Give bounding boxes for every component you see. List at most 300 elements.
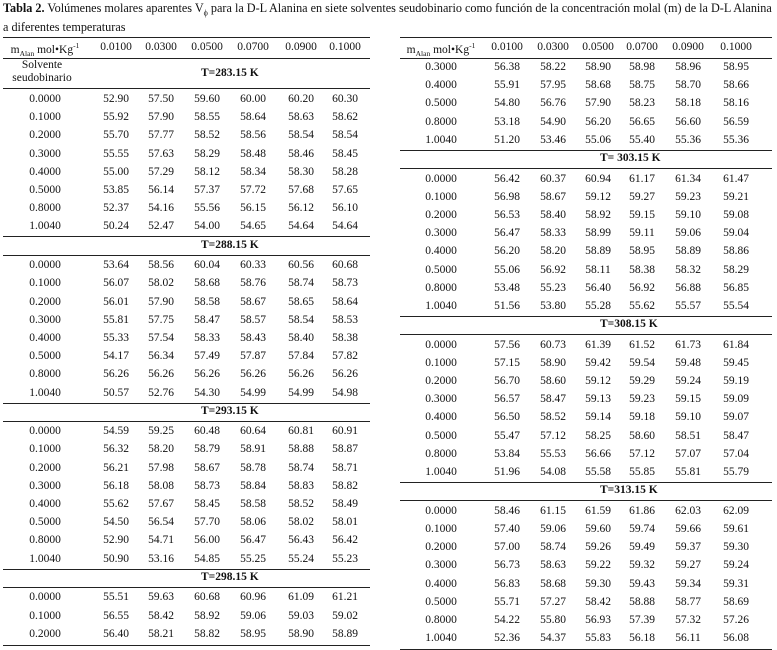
value-cell: 58.56 <box>148 259 174 272</box>
table-caption <box>3 1 773 35</box>
value-cell: 55.25 <box>240 552 266 565</box>
value-cell: 55.62 <box>103 498 129 510</box>
value-cell: 56.07 <box>103 277 129 290</box>
value-cell: 61.52 <box>629 338 655 351</box>
value-cell: 56.26 <box>240 368 266 381</box>
table-row <box>400 171 772 189</box>
value-cell: 55.23 <box>332 552 358 565</box>
solvent-cell: 0.1000 <box>29 609 61 622</box>
value-cell: 54.59 <box>103 425 129 438</box>
solvent-cell: 0.5000 <box>425 595 457 608</box>
value-cell: 61.21 <box>332 591 358 604</box>
value-cell: 59.15 <box>629 208 655 221</box>
table-row <box>400 77 772 95</box>
solvent-cell: 0.0000 <box>425 338 457 351</box>
table-row <box>3 257 370 275</box>
value-cell: 58.73 <box>332 277 358 290</box>
temperature-label: T=283.15 K <box>201 67 259 79</box>
value-cell: 54.08 <box>540 466 566 478</box>
value-cell: 61.15 <box>540 504 566 517</box>
value-cell: 56.15 <box>240 202 266 215</box>
value-cell: 53.18 <box>494 115 520 128</box>
value-cell: 58.92 <box>585 208 611 221</box>
solvent-cell: 0.0000 <box>29 93 61 105</box>
table-row <box>3 551 370 570</box>
value-cell: 56.88 <box>675 281 701 294</box>
value-cell: 51.20 <box>494 133 520 146</box>
value-cell: 54.65 <box>240 220 266 233</box>
value-cell: 58.46 <box>494 504 520 517</box>
value-cell: 58.74 <box>288 461 314 474</box>
header-cell: 0.0900 <box>285 41 317 53</box>
temperature-header <box>400 151 772 169</box>
value-cell: 58.89 <box>675 245 701 258</box>
value-cell: 54.00 <box>194 220 220 233</box>
value-cell: 61.17 <box>629 172 655 185</box>
value-cell: 56.93 <box>585 613 611 626</box>
value-cell: 59.54 <box>629 356 655 369</box>
table-row <box>3 423 370 441</box>
value-cell: 50.90 <box>103 552 129 565</box>
solvent-cell: 0.1000 <box>425 522 457 535</box>
value-cell: 56.32 <box>103 443 129 456</box>
temperature-header <box>3 570 370 588</box>
value-cell: 60.48 <box>194 425 220 438</box>
value-cell: 60.33 <box>240 259 266 272</box>
value-cell: 55.85 <box>629 466 655 478</box>
table-row <box>400 503 772 521</box>
value-cell: 58.65 <box>288 295 314 308</box>
value-cell: 55.51 <box>103 591 129 604</box>
table-row <box>400 464 772 483</box>
solvent-cell: 0.4000 <box>425 411 457 424</box>
value-cell: 58.87 <box>332 443 358 456</box>
value-cell: 54.85 <box>194 552 220 565</box>
solvent-cell: 0.3000 <box>425 227 457 240</box>
value-cell: 55.58 <box>585 466 611 478</box>
temperature-label: T=293.15 K <box>201 404 259 417</box>
value-cell: 51.96 <box>494 466 520 478</box>
solvent-cell: 0.4000 <box>425 79 457 92</box>
value-cell: 57.90 <box>148 111 174 124</box>
value-cell: 57.70 <box>194 516 220 529</box>
value-cell: 60.91 <box>332 425 358 438</box>
value-cell: 59.06 <box>675 227 701 240</box>
value-cell: 58.76 <box>240 277 266 290</box>
value-cell: 56.26 <box>194 368 220 381</box>
value-cell: 58.79 <box>194 443 220 456</box>
value-cell: 56.42 <box>332 534 358 547</box>
value-cell: 56.85 <box>723 281 749 294</box>
value-cell: 56.59 <box>723 115 749 128</box>
value-cell: 55.36 <box>675 133 701 146</box>
value-cell: 59.09 <box>723 393 749 406</box>
value-cell: 55.36 <box>723 133 749 146</box>
solvent-cell: 0.5000 <box>425 263 457 276</box>
value-cell: 56.26 <box>288 368 314 381</box>
value-cell: 57.87 <box>240 350 266 363</box>
solvent-label-line-2: seudobinario <box>12 72 72 84</box>
value-cell: 58.64 <box>332 295 358 308</box>
value-cell: 59.23 <box>675 190 701 203</box>
value-cell: 58.63 <box>540 559 566 572</box>
value-cell: 53.85 <box>103 184 129 196</box>
value-cell: 59.12 <box>585 375 611 387</box>
value-cell: 58.74 <box>540 541 566 554</box>
value-cell: 58.56 <box>240 129 266 142</box>
caption-label: Tabla 2. <box>3 1 45 15</box>
value-cell: 58.47 <box>723 429 749 442</box>
header-cell: 0.0100 <box>100 41 132 53</box>
value-cell: 57.77 <box>148 129 174 142</box>
value-cell: 57.56 <box>494 338 520 351</box>
header-cell: 0.1000 <box>720 41 752 53</box>
value-cell: 60.68 <box>194 591 220 604</box>
value-cell: 58.02 <box>148 277 174 290</box>
value-cell: 57.65 <box>332 184 358 196</box>
header-concentration-label: $m_{Alan}$ $mol•Kg^{-1}$ <box>10 41 80 59</box>
solvent-cell: 0.1000 <box>29 443 61 456</box>
value-cell: 59.60 <box>194 93 220 105</box>
value-cell: 59.61 <box>723 522 749 535</box>
value-cell: 58.95 <box>240 627 266 640</box>
value-cell: 56.18 <box>103 479 129 492</box>
table-row <box>3 366 370 384</box>
table-row <box>3 608 370 626</box>
solvent-cell: 0.4000 <box>29 498 61 510</box>
solvent-cell: 0.5000 <box>29 516 61 529</box>
value-cell: 59.02 <box>332 609 358 622</box>
value-cell: 58.42 <box>585 595 611 608</box>
value-cell: 58.22 <box>540 61 566 73</box>
table-row <box>400 95 772 113</box>
value-cell: 55.56 <box>194 202 220 215</box>
value-cell: 59.32 <box>629 559 655 572</box>
value-cell: 61.86 <box>629 504 655 517</box>
value-cell: 59.42 <box>585 356 611 369</box>
value-cell: 57.39 <box>629 613 655 626</box>
table-row <box>3 441 370 459</box>
value-cell: 61.73 <box>675 338 701 351</box>
value-cell: 59.10 <box>675 208 701 221</box>
table-row <box>400 243 772 261</box>
value-cell: 58.45 <box>332 147 358 160</box>
value-cell: 57.63 <box>148 147 174 160</box>
solvent-cell: 0.8000 <box>425 447 457 460</box>
value-cell: 54.80 <box>494 97 520 110</box>
value-cell: 59.37 <box>675 541 701 554</box>
value-cell: 56.98 <box>494 190 520 203</box>
value-cell: 58.62 <box>332 111 358 124</box>
value-cell: 59.13 <box>585 393 611 406</box>
value-cell: 58.89 <box>585 245 611 258</box>
temperature-label: T=313.15 K <box>600 484 658 497</box>
value-cell: 56.54 <box>148 516 174 529</box>
solvent-cell: 0.4000 <box>29 165 61 178</box>
value-cell: 60.64 <box>240 425 266 438</box>
divider <box>3 88 370 89</box>
value-cell: 58.53 <box>332 313 358 326</box>
solvent-cell: 0.1000 <box>425 190 457 203</box>
value-cell: 54.37 <box>540 632 566 645</box>
value-cell: 54.99 <box>240 386 266 399</box>
value-cell: 57.12 <box>629 447 655 460</box>
solvent-cell: 0.1000 <box>425 356 457 369</box>
table-row <box>400 446 772 464</box>
value-cell: 58.67 <box>540 190 566 203</box>
table-row <box>3 275 370 293</box>
value-cell: 57.32 <box>675 613 701 626</box>
value-cell: 58.02 <box>288 516 314 529</box>
table-row <box>400 132 772 151</box>
value-cell: 57.40 <box>494 522 520 535</box>
solvent-cell: 0.5000 <box>29 184 61 196</box>
solvent-cell: 0.3000 <box>425 61 457 73</box>
value-cell: 58.16 <box>723 97 749 110</box>
value-cell: 60.68 <box>332 259 358 272</box>
value-cell: 55.54 <box>723 299 749 312</box>
table-row <box>3 127 370 145</box>
table-row <box>3 460 370 478</box>
value-cell: 56.12 <box>288 202 314 215</box>
value-cell: 56.55 <box>103 609 129 622</box>
value-cell: 60.37 <box>540 172 566 185</box>
solvent-cell: 0.8000 <box>29 202 61 215</box>
value-cell: 58.67 <box>240 295 266 308</box>
value-cell: 51.56 <box>494 299 520 312</box>
table-row <box>3 385 370 404</box>
value-cell: 54.64 <box>288 220 314 233</box>
table-row <box>400 428 772 446</box>
value-cell: 58.45 <box>194 498 220 510</box>
value-cell: 58.29 <box>723 263 749 276</box>
value-cell: 56.01 <box>103 295 129 308</box>
value-cell: 55.00 <box>103 165 129 178</box>
header-cell: 0.1000 <box>329 41 361 53</box>
value-cell: 59.08 <box>723 208 749 221</box>
table-row <box>400 207 772 225</box>
solvent-cell: 1.0040 <box>29 220 61 233</box>
value-cell: 56.76 <box>540 97 566 110</box>
value-cell: 55.62 <box>629 299 655 312</box>
header-cell: 0.0500 <box>582 41 614 53</box>
table-row <box>400 557 772 575</box>
value-cell: 55.47 <box>494 429 520 442</box>
value-cell: 55.40 <box>629 133 655 146</box>
value-cell: 56.18 <box>629 632 655 645</box>
temperature-label: T=288.15 K <box>201 238 259 251</box>
table-row <box>400 262 772 280</box>
value-cell: 58.73 <box>194 479 220 492</box>
solvent-cell: 0.8000 <box>425 115 457 128</box>
value-cell: 58.55 <box>194 111 220 124</box>
value-cell: 56.20 <box>585 115 611 128</box>
value-cell: 57.90 <box>585 97 611 110</box>
value-cell: 58.86 <box>723 245 749 258</box>
value-cell: 58.92 <box>194 609 220 622</box>
solvent-cell: 1.0040 <box>425 133 457 146</box>
value-cell: 61.34 <box>675 172 701 185</box>
value-cell: 56.70 <box>494 375 520 387</box>
value-cell: 54.30 <box>194 386 220 399</box>
table-row <box>3 478 370 496</box>
value-cell: 55.24 <box>288 552 314 565</box>
value-cell: 56.11 <box>675 632 701 645</box>
table-row <box>3 589 370 607</box>
value-cell: 59.03 <box>288 609 314 622</box>
value-cell: 54.50 <box>103 516 129 529</box>
solvent-cell: 0.0000 <box>29 591 61 604</box>
value-cell: 58.54 <box>288 313 314 326</box>
value-cell: 58.25 <box>585 429 611 442</box>
value-cell: 59.07 <box>723 411 749 424</box>
table-row <box>400 225 772 243</box>
value-cell: 57.27 <box>540 595 566 608</box>
solvent-cell: 0.4000 <box>425 245 457 258</box>
value-cell: 58.60 <box>629 429 655 442</box>
value-cell: 56.34 <box>148 350 174 363</box>
value-cell: 59.48 <box>675 356 701 369</box>
value-cell: 58.06 <box>240 516 266 529</box>
solvent-cell: 1.0040 <box>425 466 457 478</box>
value-cell: 58.49 <box>332 498 358 510</box>
table-row <box>3 218 370 237</box>
value-cell: 56.14 <box>148 184 174 196</box>
table-row <box>400 298 772 317</box>
value-cell: 57.29 <box>148 165 174 178</box>
table-row <box>3 514 370 532</box>
value-cell: 54.99 <box>288 386 314 399</box>
solvent-cell: 0.3000 <box>29 313 61 326</box>
temperature-label: T=298.15 K <box>201 570 259 583</box>
solvent-cell: 0.0000 <box>425 172 457 185</box>
value-cell: 59.49 <box>629 541 655 554</box>
value-cell: 58.20 <box>540 245 566 258</box>
solvent-cell: 0.0000 <box>29 259 61 272</box>
value-cell: 58.48 <box>240 147 266 160</box>
value-cell: 58.38 <box>629 263 655 276</box>
value-cell: 55.06 <box>494 263 520 276</box>
value-cell: 54.64 <box>332 220 358 233</box>
value-cell: 58.47 <box>540 393 566 406</box>
value-cell: 58.96 <box>675 61 701 73</box>
table-row <box>3 496 370 514</box>
value-cell: 56.10 <box>332 202 358 215</box>
value-cell: 57.50 <box>148 93 174 105</box>
header-cell: 0.0100 <box>491 41 523 53</box>
value-cell: 57.98 <box>148 461 174 474</box>
value-cell: 58.68 <box>194 277 220 290</box>
table-row <box>400 189 772 207</box>
value-cell: 59.06 <box>540 522 566 535</box>
value-cell: 58.82 <box>332 479 358 492</box>
value-cell: 58.83 <box>288 479 314 492</box>
header-cell: 0.0700 <box>626 41 658 53</box>
value-cell: 59.34 <box>675 577 701 590</box>
value-cell: 58.40 <box>288 331 314 344</box>
value-cell: 59.26 <box>585 541 611 554</box>
value-cell: 59.31 <box>723 577 749 590</box>
table-row <box>3 294 370 312</box>
value-cell: 59.11 <box>629 227 655 240</box>
value-cell: 59.66 <box>675 522 701 535</box>
value-cell: 53.80 <box>540 299 566 312</box>
solvent-cell: 0.8000 <box>29 368 61 381</box>
header-cell: 0.0700 <box>237 41 269 53</box>
value-cell: 58.12 <box>194 165 220 178</box>
value-cell: 58.82 <box>194 627 220 640</box>
table-row <box>400 59 772 77</box>
value-cell: 57.00 <box>494 541 520 554</box>
value-cell: 58.01 <box>332 516 358 529</box>
value-cell: 55.57 <box>675 299 701 312</box>
caption-phi: ϕ <box>203 8 208 18</box>
table-row <box>400 391 772 409</box>
temperature-label: T= 303.15 K <box>600 152 661 164</box>
value-cell: 56.83 <box>494 577 520 590</box>
value-cell: 59.27 <box>629 190 655 203</box>
value-cell: 60.04 <box>194 259 220 272</box>
value-cell: 56.92 <box>540 263 566 276</box>
solvent-cell: 0.8000 <box>425 613 457 626</box>
solvent-cell: 0.2000 <box>29 129 61 142</box>
value-cell: 57.95 <box>540 79 566 92</box>
value-cell: 52.37 <box>103 202 129 215</box>
value-cell: 55.80 <box>540 613 566 626</box>
value-cell: 58.08 <box>148 479 174 492</box>
value-cell: 58.54 <box>288 129 314 142</box>
table-row <box>400 539 772 557</box>
value-cell: 60.81 <box>288 425 314 438</box>
solvent-cell: 0.1000 <box>29 277 61 290</box>
value-cell: 57.37 <box>194 184 220 196</box>
value-cell: 52.76 <box>148 386 174 399</box>
value-cell: 58.54 <box>332 129 358 142</box>
value-cell: 58.29 <box>194 147 220 160</box>
value-cell: 61.84 <box>723 338 749 351</box>
value-cell: 59.22 <box>585 559 611 572</box>
value-cell: 56.40 <box>585 281 611 294</box>
temperature-label: T=308.15 K <box>600 318 658 331</box>
value-cell: 57.15 <box>494 356 520 369</box>
solvent-cell: 0.2000 <box>425 208 457 221</box>
value-cell: 62.03 <box>675 504 701 517</box>
solvent-cell: 0.3000 <box>29 479 61 492</box>
value-cell: 55.81 <box>675 466 701 478</box>
value-cell: 56.47 <box>494 227 520 240</box>
value-cell: 57.12 <box>540 429 566 442</box>
header-cell: 0.0500 <box>191 41 223 53</box>
value-cell: 59.27 <box>675 559 701 572</box>
value-cell: 58.52 <box>288 498 314 510</box>
solvent-cell: 0.0000 <box>29 425 61 438</box>
value-cell: 57.72 <box>240 184 266 196</box>
solvent-cell: 1.0040 <box>29 552 61 565</box>
value-cell: 59.30 <box>723 541 749 554</box>
table-row <box>400 337 772 355</box>
value-cell: 58.33 <box>540 227 566 240</box>
table-row <box>400 373 772 391</box>
value-cell: 53.84 <box>494 447 520 460</box>
table-bottom-rule <box>3 645 370 646</box>
value-cell: 56.42 <box>494 172 520 185</box>
table-row <box>3 164 370 182</box>
table-row <box>3 312 370 330</box>
temperature-header <box>400 317 772 335</box>
value-cell: 58.57 <box>240 313 266 326</box>
value-cell: 58.84 <box>240 479 266 492</box>
value-cell: 58.66 <box>723 79 749 92</box>
